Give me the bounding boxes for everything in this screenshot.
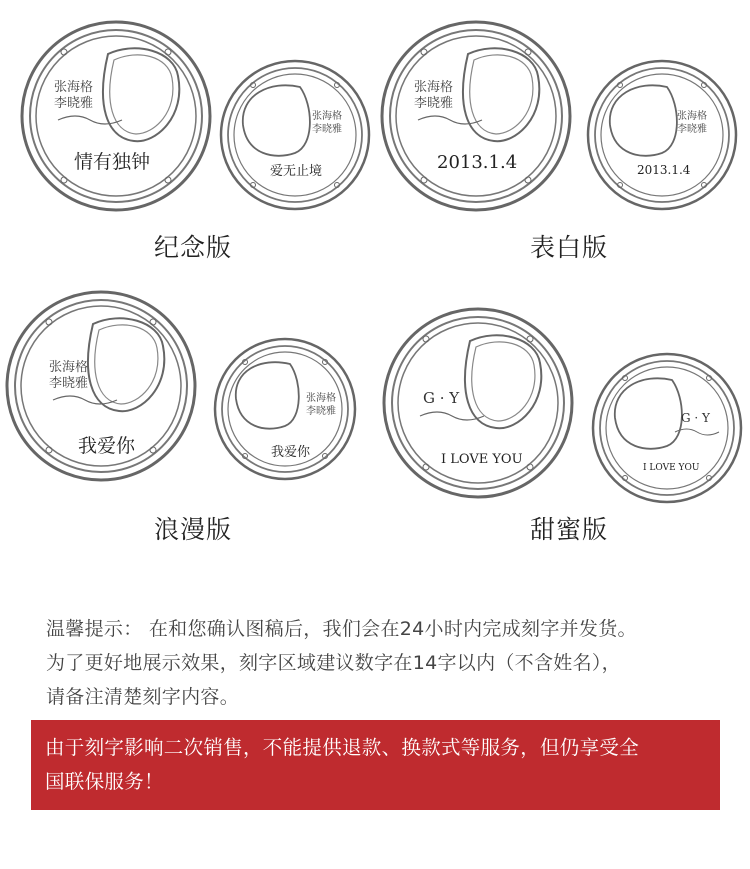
large-name-2: 李晓雅 bbox=[414, 96, 454, 111]
small-name-2: 李晓雅 bbox=[306, 406, 336, 417]
large-name-1: 张海格 bbox=[54, 80, 94, 95]
large-watch-back bbox=[382, 22, 570, 210]
watch-pair-illustration bbox=[0, 290, 375, 520]
variant-caption: 甜蜜版 bbox=[530, 515, 609, 544]
large-engraving: 我爱你 bbox=[78, 435, 136, 457]
large-name-2: 李晓雅 bbox=[54, 96, 94, 111]
small-watch-back bbox=[221, 61, 369, 209]
variant-caption: 表白版 bbox=[530, 233, 609, 262]
small-watch-back bbox=[588, 61, 736, 209]
notice-line: 由于刻字影响二次销售，不能提供退款、换款式等服务，但仍享受全 bbox=[45, 736, 640, 759]
small-engraving: 爱无止境 bbox=[270, 164, 323, 179]
small-name-2: 李晓雅 bbox=[312, 124, 342, 135]
no-refund-notice bbox=[31, 720, 720, 810]
variant-sweet bbox=[375, 290, 750, 560]
large-initials: G · Y bbox=[423, 389, 460, 407]
large-engraving: 情有独钟 bbox=[74, 151, 151, 173]
large-name-2: 李晓雅 bbox=[49, 376, 89, 391]
reminder-text bbox=[46, 612, 726, 714]
small-initials: G · Y bbox=[681, 411, 710, 425]
large-engraving: I LOVE YOU bbox=[441, 452, 523, 467]
small-name-1: 张海格 bbox=[306, 393, 336, 404]
large-name-1: 张海格 bbox=[49, 360, 89, 375]
variant-memorial bbox=[0, 0, 375, 290]
small-name-2: 李晓雅 bbox=[677, 124, 707, 135]
small-engraving: 我爱你 bbox=[271, 445, 311, 460]
watch-pair-illustration bbox=[375, 0, 750, 230]
large-engraving: 2013.1.4 bbox=[437, 152, 518, 173]
large-watch-back bbox=[22, 22, 210, 210]
variant-confession bbox=[375, 0, 750, 290]
small-engraving: 2013.1.4 bbox=[637, 163, 691, 177]
large-name-1: 张海格 bbox=[414, 80, 454, 95]
reminder-line: 请备注清楚刻字内容。 bbox=[46, 686, 240, 708]
variant-romantic bbox=[0, 290, 375, 560]
small-name-1: 张海格 bbox=[312, 111, 342, 122]
reminder-line: 温馨提示： 在和您确认图稿后，我们会在24小时内完成刻字并发货。 bbox=[46, 618, 637, 640]
watch-pair-illustration bbox=[0, 0, 375, 230]
reminder-line: 为了更好地展示效果，刻字区域建议数字在14字以内（不含姓名）， bbox=[46, 652, 621, 674]
small-engraving: I LOVE YOU bbox=[643, 463, 700, 473]
watch-pair-illustration bbox=[375, 290, 750, 520]
variant-caption: 浪漫版 bbox=[154, 515, 233, 544]
small-name-1: 张海格 bbox=[677, 111, 707, 122]
large-watch-back bbox=[384, 309, 572, 497]
small-watch-back bbox=[593, 354, 741, 502]
notice-line: 国联保服务！ bbox=[45, 770, 164, 793]
variant-caption: 纪念版 bbox=[154, 233, 233, 262]
